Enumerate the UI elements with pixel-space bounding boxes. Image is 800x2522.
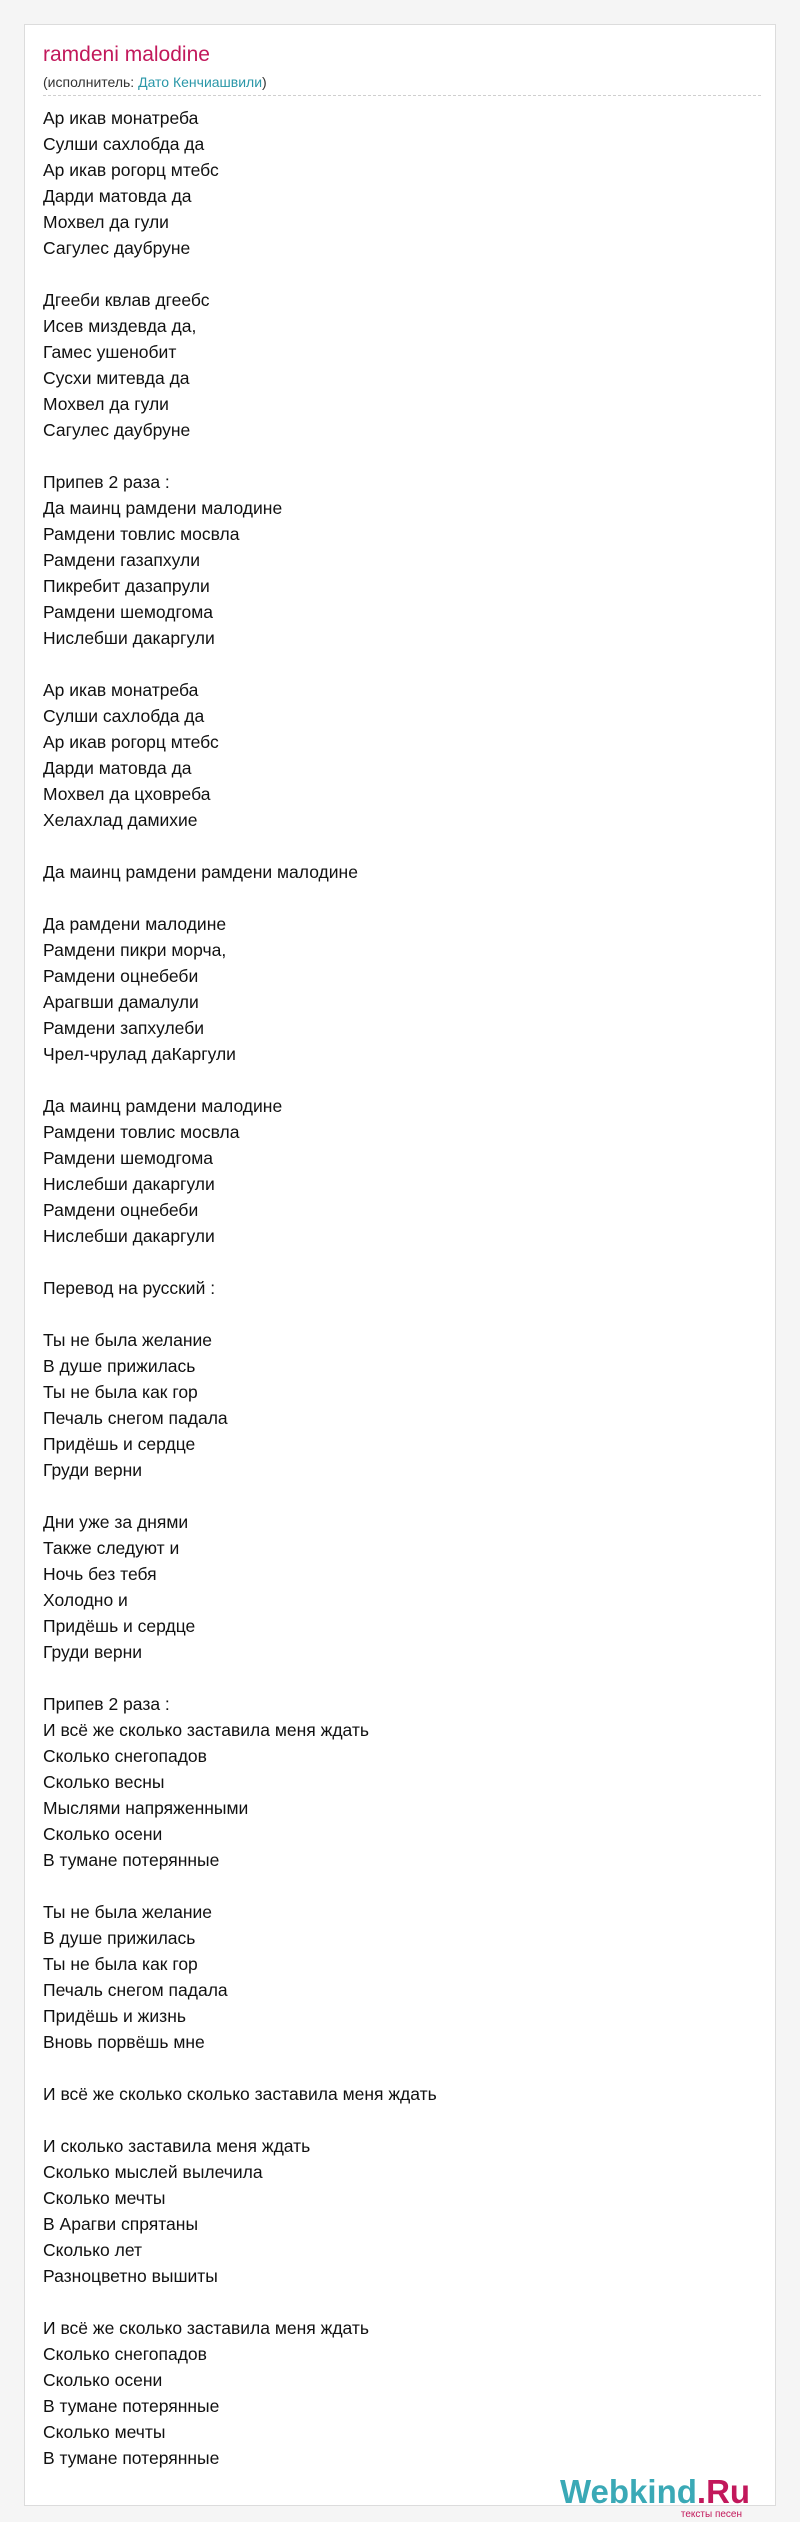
lyric-blank-line (43, 833, 437, 859)
lyric-line: Дгееби квлав дгеебс (43, 290, 210, 310)
lyric-line: В тумане потерянные (43, 2396, 220, 2416)
lyric-line: Рамдени газапхули (43, 550, 200, 570)
lyric-line: Сколько мыслей вылечила (43, 2162, 263, 2182)
lyric-line: Сагулес даубруне (43, 238, 191, 258)
lyric-line: В душе прижилась (43, 1356, 196, 1376)
logo-text (560, 2474, 750, 2510)
lyric-line: И всё же сколько заставила меня ждать (43, 1720, 370, 1740)
lyric-line: Припев 2 раза : (43, 472, 170, 492)
lyric-line: Сулши сахлобда да (43, 134, 205, 154)
lyric-line: Мохвел да гули (43, 212, 169, 232)
lyric-line: Чрел-чрулад даКаргули (43, 1044, 236, 1064)
lyric-line: Сусхи митевда да (43, 368, 190, 388)
lyric-line: Рамдени запхулеби (43, 1018, 204, 1038)
lyric-line: Холодно и (43, 1590, 128, 1610)
lyric-line: И сколько заставила меня ждать (43, 2136, 311, 2156)
lyric-line: Груди верни (43, 1460, 143, 1480)
lyric-line: Нислебши дакаргули (43, 1226, 215, 1246)
artist-prefix: (исполнитель: (43, 74, 139, 90)
lyric-line: Перевод на русский : (43, 1278, 216, 1298)
lyric-line: В Арагви спрятаны (43, 2214, 199, 2234)
lyric-line: И всё же сколько сколько заставила меня ждать (43, 2084, 437, 2104)
lyric-line: Разноцветно вышиты (43, 2266, 218, 2286)
lyrics-card (24, 24, 776, 2506)
lyric-line: Сколько снегопадов (43, 1746, 207, 1766)
artist-suffix: ) (262, 74, 267, 90)
lyric-line: Да маинц рамдени малодине (43, 1096, 283, 1116)
lyric-line: Ар икав рогорц мтебс (43, 160, 219, 180)
lyric-blank-line (43, 1301, 437, 1327)
lyric-line: Ар икав монатреба (43, 680, 199, 700)
lyric-line: Ты не была желание (43, 1902, 213, 1922)
lyric-line: Рамдени пикри морча, (43, 940, 227, 960)
lyric-blank-line (43, 2289, 437, 2315)
lyric-line: Гамес ушенобит (43, 342, 177, 362)
lyric-blank-line (43, 2055, 437, 2081)
song-title: ramdeni malodine (43, 43, 210, 66)
lyric-line: Дарди матовда да (43, 186, 192, 206)
lyric-blank-line (43, 261, 437, 287)
lyric-line: Рамдени оцнебеби (43, 966, 199, 986)
lyric-line: Также следуют и (43, 1538, 180, 1558)
logo-word: Webkind (560, 2473, 697, 2510)
lyric-blank-line (43, 1665, 437, 1691)
lyric-line: Ты не была как гор (43, 1954, 198, 1974)
lyric-line: Рамдени оцнебеби (43, 1200, 199, 1220)
lyric-line: Ночь без тебя (43, 1564, 157, 1584)
lyric-blank-line (43, 885, 437, 911)
lyric-blank-line (43, 1067, 437, 1093)
lyric-line: Сколько осени (43, 1824, 163, 1844)
title-divider (43, 95, 761, 96)
lyric-line: Исев миздевда да, (43, 316, 197, 336)
lyric-line: Рамдени шемодгома (43, 602, 213, 622)
lyric-line: Сагулес даубруне (43, 420, 191, 440)
lyric-line: Печаль снегом падала (43, 1408, 228, 1428)
lyric-line: В тумане потерянные (43, 1850, 220, 1870)
artist-line (43, 73, 267, 91)
lyric-line: Сколько весны (43, 1772, 165, 1792)
lyric-line: Сколько снегопадов (43, 2344, 207, 2364)
lyric-line: Сулши сахлобда да (43, 706, 205, 726)
logo-dot: . (696, 2473, 707, 2510)
lyric-blank-line (43, 1249, 437, 1275)
lyric-blank-line (43, 651, 437, 677)
lyric-line: Да маинц рамдени рамдени малодине (43, 862, 358, 882)
lyric-line: Мыслями напряженными (43, 1798, 249, 1818)
webkind-logo[interactable] (560, 2474, 760, 2520)
lyric-line: Груди верни (43, 1642, 143, 1662)
lyric-line: Придёшь и сердце (43, 1616, 196, 1636)
lyric-line: Нислебши дакаргули (43, 1174, 215, 1194)
lyric-line: В тумане потерянные (43, 2448, 220, 2468)
lyric-line: Хелахлад дамихие (43, 810, 198, 830)
lyric-line: Рамдени товлис мосвла (43, 524, 240, 544)
logo-tagline: тексты песен (680, 2509, 742, 2520)
lyric-line: И всё же сколько заставила меня ждать (43, 2318, 370, 2338)
lyric-blank-line (43, 443, 437, 469)
lyric-line: В душе прижилась (43, 1928, 196, 1948)
lyric-line: Сколько осени (43, 2370, 163, 2390)
lyric-line: Пикребит дазапрули (43, 576, 210, 596)
lyric-line: Да маинц рамдени малодине (43, 498, 283, 518)
lyric-line: Дарди матовда да (43, 758, 192, 778)
lyric-line: Дни уже за днями (43, 1512, 189, 1532)
lyric-blank-line (43, 2107, 437, 2133)
lyric-line: Придёшь и жизнь (43, 2006, 186, 2026)
lyric-line: Мохвел да гули (43, 394, 169, 414)
lyric-line: Ар икав рогорц мтебс (43, 732, 219, 752)
lyric-line: Печаль снегом падала (43, 1980, 228, 2000)
lyric-line: Ты не была как гор (43, 1382, 198, 1402)
lyric-line: Сколько мечты (43, 2422, 166, 2442)
lyric-line: Рамдени товлис мосвла (43, 1122, 240, 1142)
lyric-line: Нислебши дакаргули (43, 628, 215, 648)
lyric-blank-line (43, 1483, 437, 1509)
lyric-blank-line (43, 1873, 437, 1899)
logo-tld: Ru (706, 2473, 751, 2510)
lyric-line: Сколько лет (43, 2240, 142, 2260)
lyric-line: Придёшь и сердце (43, 1434, 196, 1454)
lyrics-text (43, 105, 437, 2471)
lyric-line: Арагвши дамалули (43, 992, 199, 1012)
lyric-line: Рамдени шемодгома (43, 1148, 213, 1168)
lyric-line: Сколько мечты (43, 2188, 166, 2208)
lyric-line: Припев 2 раза : (43, 1694, 170, 1714)
lyric-line: Мохвел да цховреба (43, 784, 211, 804)
lyric-line: Ты не была желание (43, 1330, 213, 1350)
lyric-line: Да рамдени малодине (43, 914, 227, 934)
artist-link[interactable]: Дато Кенчиашвили (138, 74, 263, 90)
lyric-line: Ар икав монатреба (43, 108, 199, 128)
lyric-line: Вновь порвёшь мне (43, 2032, 205, 2052)
